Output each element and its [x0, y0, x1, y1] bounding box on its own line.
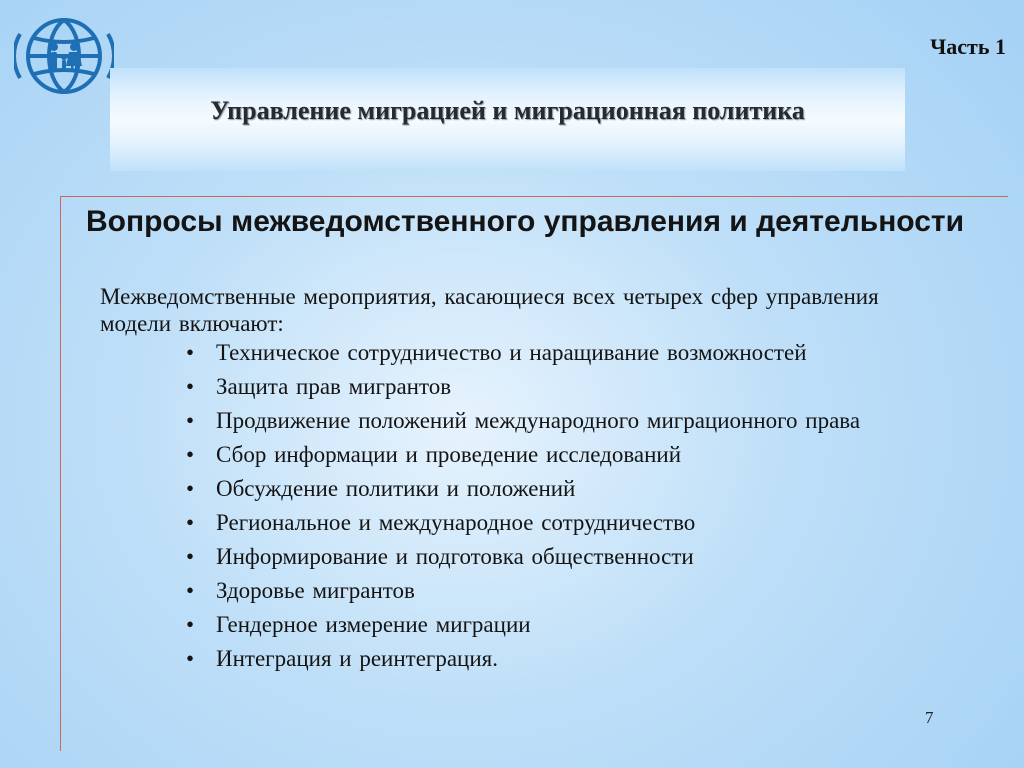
list-item-text: Региональное и международное сотрудничество: [216, 510, 696, 535]
bullet-icon: •: [186, 374, 195, 399]
bullet-icon: •: [186, 476, 195, 501]
list-item-text: Гендерное измерение миграции: [216, 612, 531, 637]
page-number: 7: [925, 708, 934, 727]
list-item-text: Защита прав мигрантов: [216, 374, 452, 399]
bullet-icon: •: [186, 612, 195, 637]
horizontal-divider: [60, 196, 1008, 197]
list-item: [186, 544, 946, 569]
list-item-text: Продвижение положений международного миграционного права: [216, 408, 861, 433]
iom-logo-icon: [14, 14, 114, 98]
list-item-text: Здоровье мигрантов: [216, 578, 415, 603]
list-item: [186, 646, 946, 671]
slide-title: Управление миграцией и миграционная политика: [210, 96, 805, 125]
bullet-icon: •: [186, 340, 195, 365]
bullet-icon: •: [186, 408, 195, 433]
list-item: [186, 510, 946, 535]
bullet-icon: •: [186, 510, 195, 535]
bullet-icon: •: [186, 646, 195, 671]
bullet-icon: •: [186, 442, 195, 467]
list-item-text: Интеграция и реинтеграция.: [216, 646, 498, 671]
list-item-text: Техническое сотрудничество и наращивание возможностей: [216, 340, 807, 365]
intro-paragraph: Межведомственные мероприятия, касающиеся всех четырех сфер управления модели включают:: [100, 284, 879, 336]
bullet-icon: •: [186, 578, 195, 603]
title-banner: [110, 68, 905, 171]
section-heading: Вопросы межведомственного управления и деятельности: [86, 205, 965, 238]
bullet-list: [186, 340, 946, 680]
list-item: [186, 408, 946, 433]
list-item-text: Информирование и подготовка общественности: [216, 544, 694, 569]
list-item-text: Сбор информации и проведение исследований: [216, 442, 682, 467]
list-item: [186, 442, 946, 467]
part-label: Часть 1: [930, 34, 1006, 59]
list-item: [186, 476, 946, 501]
list-item-text: Обсуждение политики и положений: [216, 476, 576, 501]
vertical-divider: [60, 196, 61, 751]
list-item: [186, 578, 946, 603]
bullet-icon: •: [186, 544, 195, 569]
list-item: [186, 374, 946, 399]
list-item: [186, 612, 946, 637]
list-item: [186, 340, 946, 365]
